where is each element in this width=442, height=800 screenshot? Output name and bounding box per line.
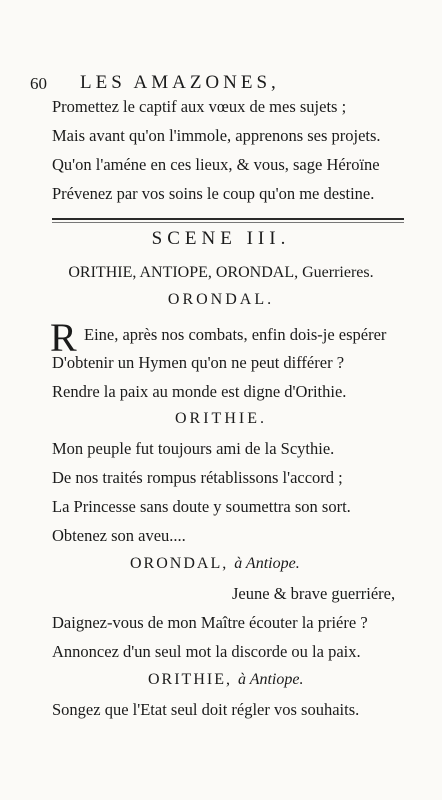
running-title: LES AMAZONES, — [80, 72, 280, 93]
verse-line: D'obtenir un Hymen qu'on ne peut différer ? — [52, 353, 345, 372]
verse-line: Mon peuple fut toujours ami de la Scythie. — [52, 439, 335, 458]
section-rule — [52, 218, 404, 220]
scene-title: SCENE III. — [151, 228, 291, 249]
drop-cap: R — [50, 315, 77, 360]
speaker-name: ORONDAL. — [167, 291, 275, 308]
speaker-name: ORONDAL, — [130, 555, 229, 572]
verse-line: Obtenez son aveu.... — [52, 526, 186, 545]
verse-line: La Princesse sans doute y soumettra son sort. — [52, 497, 351, 516]
verse-line: Annoncez d'un seul mot la discorde ou la paix. — [52, 642, 361, 661]
stage-direction: à Antiope. — [234, 555, 300, 572]
speaker-name: ORITHIE, — [148, 671, 232, 688]
verse-line: Mais avant qu'on l'immole, apprenons ses projets. — [52, 126, 381, 145]
speaker-line — [130, 555, 300, 573]
verse-line: Qu'on l'améne en ces lieux, & vous, sage Héroïne — [52, 155, 380, 174]
verse-line: Jeune & brave guerriére, — [232, 584, 396, 603]
verse-line: De nos traités rompus rétablissons l'accord ; — [52, 468, 343, 487]
speaker-name: ORITHIE. — [175, 410, 267, 427]
verse-line: Eine, après nos combats, enfin dois-je espérer — [84, 325, 387, 344]
verse-line: Prévenez par vos soins le coup qu'on me destine. — [52, 184, 375, 203]
speaker-line — [148, 671, 303, 689]
scene-cast: ORITHIE, ANTIOPE, ORONDAL, Guerrieres. — [68, 264, 374, 281]
verse-line: Promettez le captif aux vœux de mes sujets ; — [52, 97, 347, 116]
page-number: 60 — [30, 74, 47, 93]
verse-line: Songez que l'Etat seul doit régler vos souhaits. — [52, 700, 360, 719]
verse-line: Daignez-vous de mon Maître écouter la priére ? — [52, 613, 368, 632]
stage-direction: à Antiope. — [237, 671, 304, 688]
page-header — [30, 72, 412, 98]
verse-line: Rendre la paix au monde est digne d'Orithie. — [52, 382, 347, 401]
